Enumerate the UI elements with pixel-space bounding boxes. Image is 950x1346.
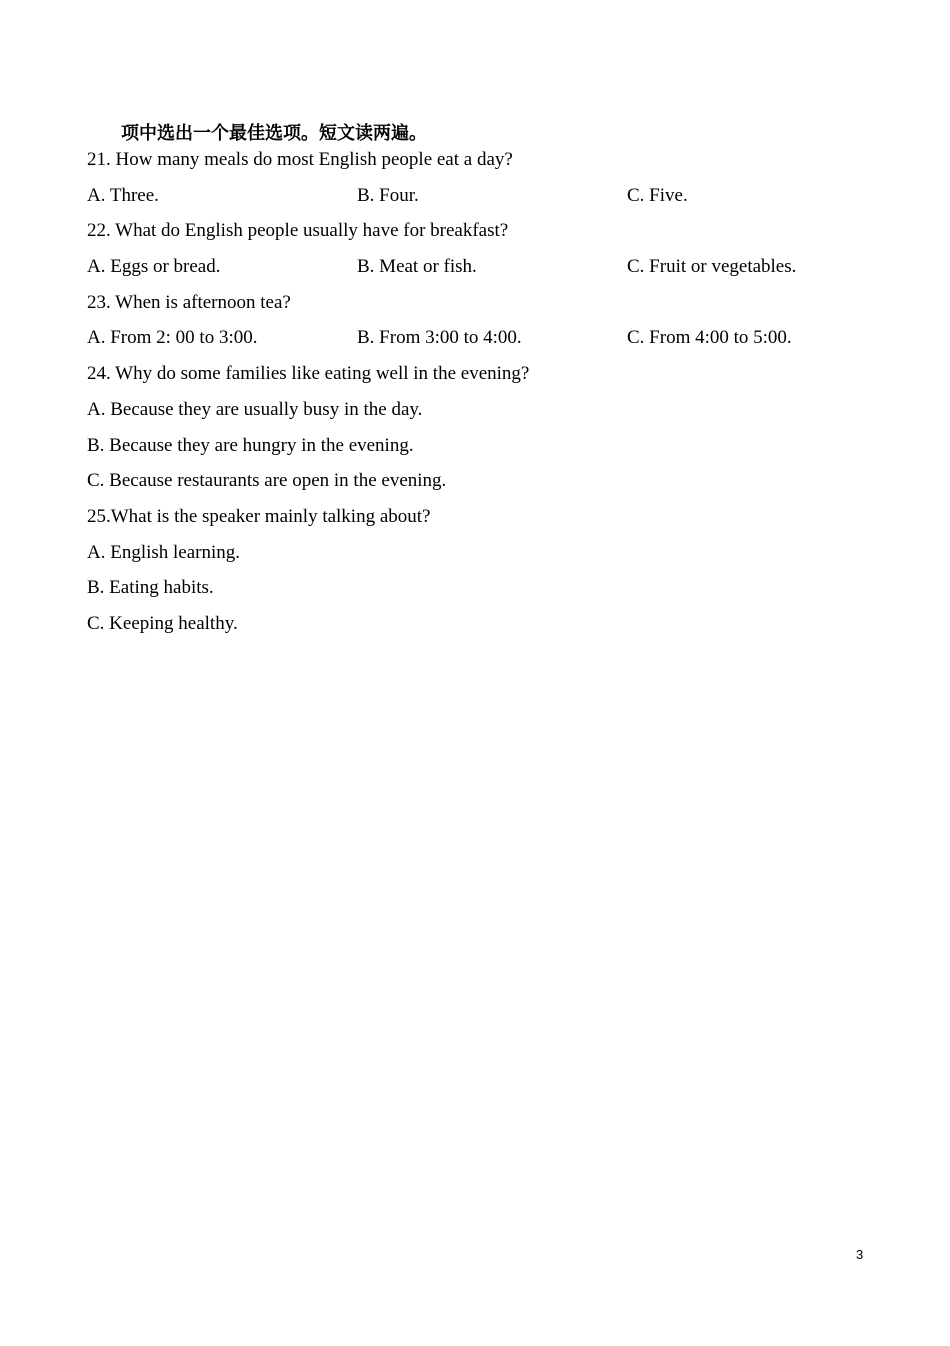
question-list	[87, 147, 887, 647]
option-b: B. From 3:00 to 4:00.	[357, 327, 522, 349]
section-instruction: 项中选出一个最佳选项。短文读两遍。	[121, 123, 427, 144]
option-a: A. Eggs or bread.	[87, 256, 221, 278]
page-number: 3	[856, 1247, 864, 1262]
option-b: B. Because they are hungry in the evening.	[87, 434, 414, 456]
question-25: 25.What is the speaker mainly talking about?	[87, 505, 431, 527]
option-b: B. Eating habits.	[87, 577, 214, 599]
option-a: A. From 2: 00 to 3:00.	[87, 327, 258, 349]
question-21-options	[87, 183, 887, 219]
option-a: A. Three.	[87, 184, 159, 206]
question-23-options	[87, 325, 887, 361]
option-c: C. Fruit or vegetables.	[627, 256, 797, 278]
option-a: A. English learning.	[87, 541, 241, 563]
option-b: B. Four.	[357, 184, 419, 206]
option-c: C. Five.	[627, 184, 688, 206]
option-c: C. Because restaurants are open in the evening.	[87, 470, 447, 492]
question-21: 21. How many meals do most English people eat a day?	[87, 149, 513, 170]
question-22: 22. What do English people usually have for breakfast?	[87, 220, 509, 242]
question-22-options	[87, 254, 887, 290]
question-24: 24. Why do some families like eating well in the evening?	[87, 363, 530, 385]
question-23: 23. When is afternoon tea?	[87, 291, 291, 313]
option-c: C. From 4:00 to 5:00.	[627, 327, 792, 349]
option-b: B. Meat or fish.	[357, 256, 477, 278]
option-c: C. Keeping healthy.	[87, 612, 238, 634]
option-a: A. Because they are usually busy in the day.	[87, 398, 423, 420]
